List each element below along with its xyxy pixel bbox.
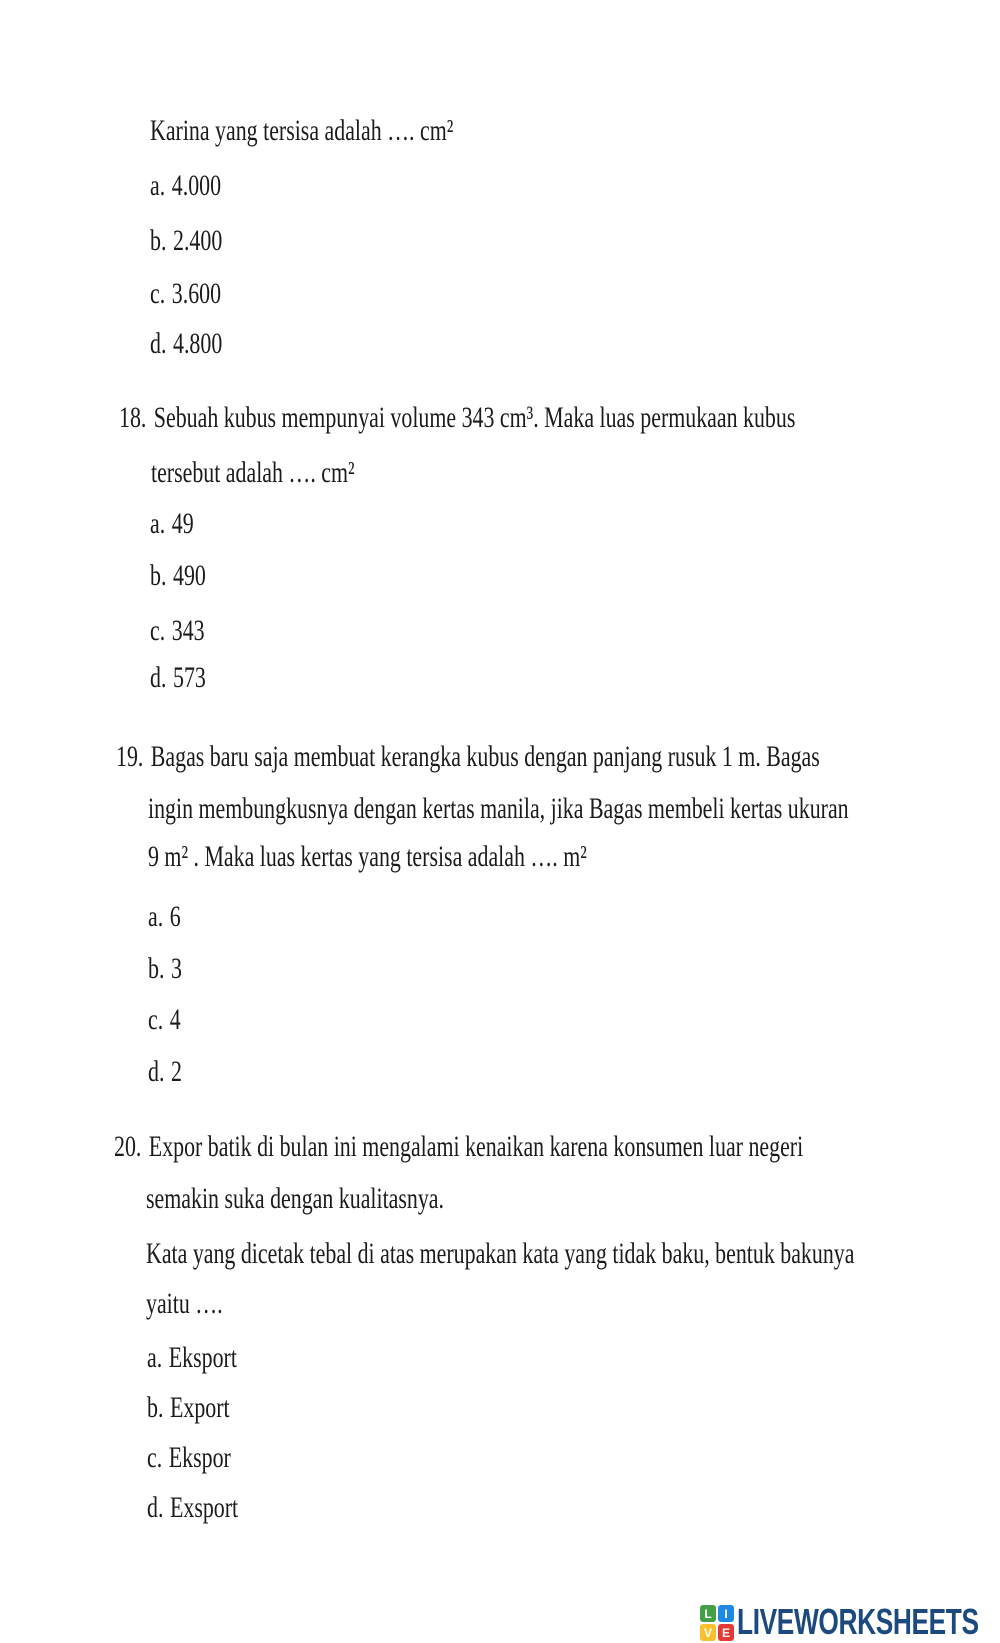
option-letter: d. [148, 1055, 165, 1088]
q18-prompt-line-1 [119, 400, 795, 436]
option-letter: a. [148, 900, 164, 933]
option-letter: b. [150, 559, 167, 592]
q20-option-c[interactable] [147, 1440, 231, 1476]
q20-prompt-line-1 [114, 1129, 803, 1165]
q19-prompt-line-1 [116, 739, 820, 775]
option-text: Export [169, 1391, 230, 1424]
q18-prompt-text: tersebut adalah …. cm² [151, 456, 355, 489]
option-letter: c. [150, 277, 166, 310]
option-letter: d. [150, 661, 167, 694]
q19-option-c[interactable] [148, 1002, 181, 1038]
q20-prompt-text: Kata yang dicetak tebal di atas merupakan kata yang tidak baku, bentuk bakunya [146, 1237, 855, 1270]
q18-prompt-line-2 [151, 455, 355, 491]
q19-prompt-line-3 [148, 839, 587, 875]
q19-prompt-text: Bagas baru saja membuat kerangka kubus dengan panjang rusuk 1 m. Bagas [150, 740, 820, 773]
option-text: 49 [171, 507, 194, 540]
option-text: Ekspor [168, 1441, 231, 1474]
option-text: 6 [169, 900, 181, 933]
q19-option-b[interactable] [148, 951, 182, 987]
q20-option-a[interactable] [147, 1340, 237, 1376]
q19-prompt-text: ingin membungkusnya dengan kertas manila, jika Bagas membeli kertas ukuran [148, 792, 849, 825]
q17-prompt-tail [150, 113, 453, 149]
q20-prompt-text: yaitu …. [146, 1287, 223, 1320]
liveworksheets-grid-icon [700, 1605, 734, 1641]
option-text: 4 [169, 1003, 181, 1036]
q20-prompt-line-2 [146, 1181, 444, 1217]
q17-option-a[interactable] [150, 168, 221, 204]
q18-option-b[interactable] [150, 558, 206, 594]
q18-option-d[interactable] [150, 660, 206, 696]
q20-number: 20. [114, 1130, 142, 1163]
q20-option-d[interactable] [147, 1490, 238, 1526]
option-text: 573 [172, 661, 206, 694]
q20-prompt-line-4 [146, 1286, 223, 1322]
option-letter: b. [150, 224, 167, 257]
option-text: 3 [170, 952, 182, 985]
q20-option-b[interactable] [147, 1390, 230, 1426]
q19-number: 19. [116, 740, 144, 773]
q17-option-c[interactable] [150, 276, 221, 312]
q18-option-a[interactable] [150, 506, 194, 542]
logo-tile-e: E [718, 1624, 734, 1641]
option-text: 3.600 [171, 277, 222, 310]
q19-option-a[interactable] [148, 899, 181, 935]
option-letter: b. [148, 952, 165, 985]
option-text: 4.000 [171, 169, 222, 202]
q20-prompt-text: Expor batik di bulan ini mengalami kenaikan karena konsumen luar negeri [148, 1130, 804, 1163]
q18-number: 18. [119, 401, 147, 434]
q19-prompt-line-2 [148, 791, 849, 827]
option-letter: d. [147, 1491, 164, 1524]
option-letter: b. [147, 1391, 164, 1424]
logo-tile-l: L [700, 1605, 716, 1622]
option-letter: c. [148, 1003, 164, 1036]
option-text: 2 [170, 1055, 182, 1088]
option-text: 2.400 [172, 224, 223, 257]
option-letter: d. [150, 327, 167, 360]
option-text: 490 [172, 559, 206, 592]
q20-prompt-text: semakin suka dengan kualitasnya. [146, 1182, 445, 1215]
option-letter: c. [150, 614, 166, 647]
option-letter: a. [147, 1341, 163, 1374]
option-letter: a. [150, 169, 166, 202]
logo-tile-i: I [718, 1605, 734, 1622]
q18-prompt-text: Sebuah kubus mempunyai volume 343 cm³. Maka luas permukaan kubus [153, 401, 796, 434]
q17-prompt-text: Karina yang tersisa adalah …. cm² [150, 114, 454, 147]
option-letter: c. [147, 1441, 163, 1474]
logo-tile-v: V [700, 1624, 716, 1641]
option-text: Exsport [169, 1491, 239, 1524]
q19-prompt-text: 9 m² . Maka luas kertas yang tersisa adalah …. m² [148, 840, 587, 873]
q17-option-d[interactable] [150, 326, 222, 362]
option-text: 4.800 [172, 327, 223, 360]
option-text: 343 [171, 614, 205, 647]
q19-option-d[interactable] [148, 1054, 182, 1090]
option-text: Eksport [168, 1341, 237, 1374]
q17-option-b[interactable] [150, 223, 222, 259]
q18-option-c[interactable] [150, 613, 205, 649]
liveworksheets-wordmark: LIVEWORKSHEETS [737, 1601, 979, 1642]
q20-prompt-line-3 [146, 1236, 854, 1272]
option-letter: a. [150, 507, 166, 540]
